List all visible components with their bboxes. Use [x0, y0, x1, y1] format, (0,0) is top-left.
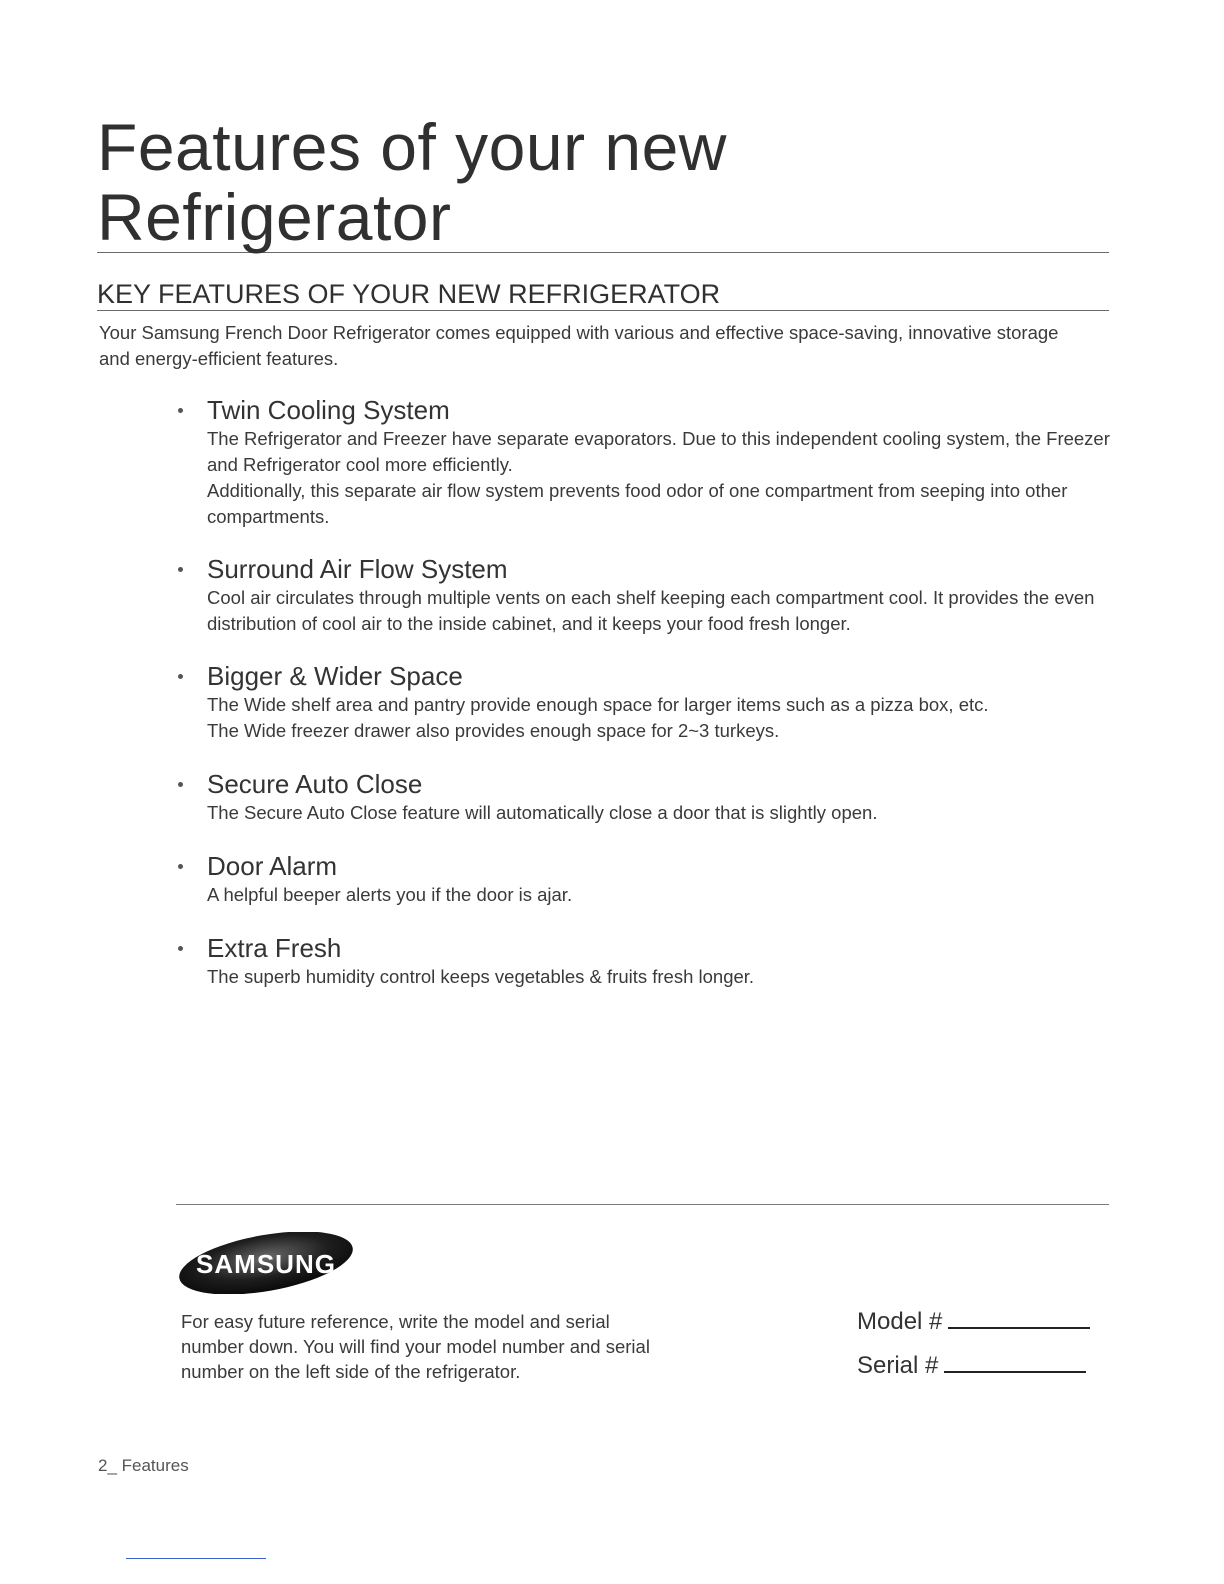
feature-desc: Cool air circulates through multiple vents on each shelf keeping each compartment cool. It provides the even distribution of cool air to the inside cabinet, and it keeps your food fresh longer.	[207, 587, 1095, 634]
feature-title: Extra Fresh	[207, 933, 342, 963]
feature-bigger-space	[178, 660, 1113, 744]
feature-title: Door Alarm	[207, 851, 338, 881]
section-heading: KEY FEATURES OF YOUR NEW REFRIGERATOR	[97, 278, 1109, 311]
serial-label: Serial #	[857, 1352, 939, 1379]
feature-desc: The superb humidity control keeps vegetables & fruits fresh longer.	[207, 966, 755, 987]
bottom-rule	[126, 1558, 266, 1559]
feature-title: Secure Auto Close	[207, 769, 423, 799]
bullet-icon	[178, 946, 183, 951]
feature-desc: A helpful beeper alerts you if the door is ajar.	[207, 884, 573, 905]
page-title-line1: Features of your new	[97, 110, 727, 184]
model-blank-line[interactable]	[948, 1309, 1090, 1329]
divider	[176, 1204, 1109, 1205]
bullet-icon	[178, 782, 183, 787]
serial-field[interactable]	[857, 1352, 1086, 1380]
feature-twin-cooling	[178, 394, 1113, 530]
feature-desc: The Wide shelf area and pantry provide enough space for larger items such as a pizza box, etc.	[207, 694, 989, 715]
feature-desc: The Wide freezer drawer also provides enough space for 2~3 turkeys.	[207, 720, 780, 741]
page-footer: 2_ Features	[98, 1456, 189, 1475]
feature-desc: Additionally, this separate air flow system prevents food odor of one compartment from seeping into other compartments.	[207, 480, 1068, 527]
feature-title: Surround Air Flow System	[207, 554, 508, 584]
feature-title: Bigger & Wider Space	[207, 661, 463, 691]
model-label: Model #	[857, 1308, 943, 1335]
samsung-logo	[176, 1232, 356, 1294]
intro-paragraph: Your Samsung French Door Refrigerator comes equipped with various and effective space-saving, innovative storage and energy-efficient features.	[99, 322, 1059, 369]
page-title	[97, 112, 1109, 253]
feature-secure-auto-close	[178, 768, 1113, 826]
bullet-icon	[178, 567, 183, 572]
feature-surround-air	[178, 553, 1113, 637]
serial-blank-line[interactable]	[944, 1353, 1086, 1373]
bullet-icon	[178, 674, 183, 679]
feature-title: Twin Cooling System	[207, 395, 450, 425]
reference-text: For easy future reference, write the model and serial number down. You will find your model number and serial number on the left side of the refrigerator.	[181, 1311, 650, 1382]
bullet-icon	[178, 864, 183, 869]
logo-text: SAMSUNG	[196, 1249, 336, 1279]
feature-desc: The Refrigerator and Freezer have separate evaporators. Due to this independent cooling system, the Freezer and Refrigerator cool more efficiently.	[207, 428, 1110, 475]
feature-extra-fresh	[178, 932, 1113, 990]
model-field[interactable]	[857, 1308, 1090, 1336]
feature-door-alarm	[178, 850, 1113, 908]
bullet-icon	[178, 408, 183, 413]
page-title-line2: Refrigerator	[97, 180, 452, 254]
feature-desc: The Secure Auto Close feature will automatically close a door that is slightly open.	[207, 802, 878, 823]
